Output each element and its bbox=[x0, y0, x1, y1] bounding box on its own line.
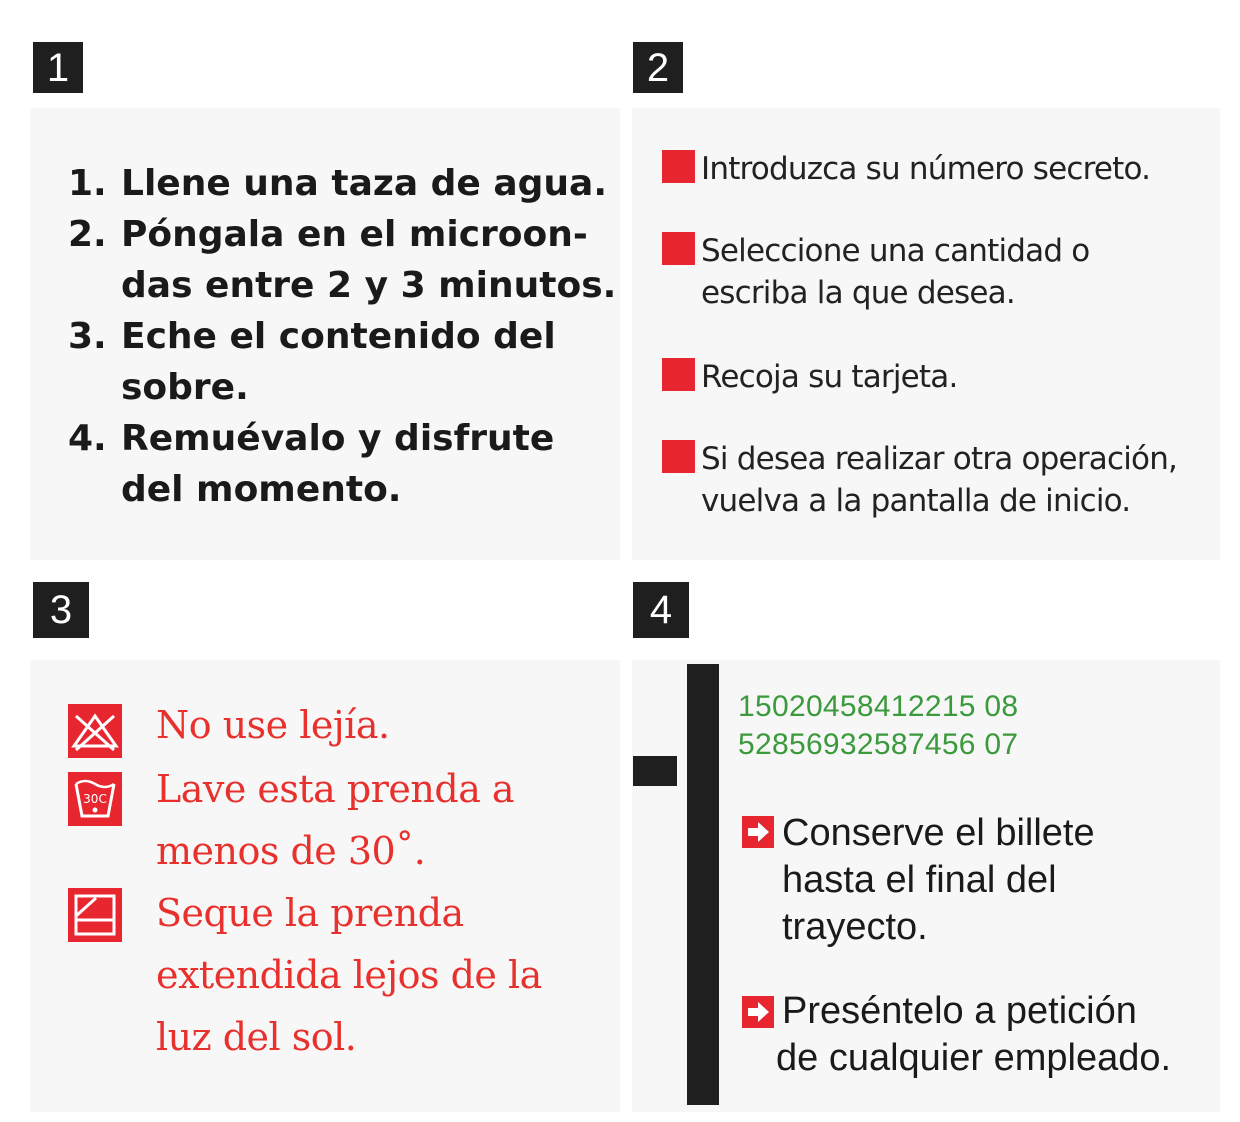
atm-instruction-item bbox=[662, 148, 1150, 190]
red-square-bullet-icon bbox=[662, 232, 695, 265]
step-item bbox=[68, 158, 616, 209]
ticket-code-line: 15020458412215 08 bbox=[738, 690, 1019, 723]
atm-instruction-item bbox=[662, 230, 1089, 314]
step-text-line: del momento. bbox=[121, 469, 402, 510]
atm-instruction-text bbox=[701, 148, 1150, 190]
care-instruction-line: luz del sol. bbox=[156, 1015, 357, 1059]
atm-instruction-line: Introduzca su número secreto. bbox=[701, 151, 1151, 187]
care-instruction-line: Lave esta prenda a bbox=[156, 767, 515, 811]
ticket-instruction-line: hasta el final del bbox=[782, 859, 1057, 901]
step-item bbox=[68, 311, 616, 413]
atm-instruction-line: Seleccione una cantidad o bbox=[701, 233, 1090, 269]
ticket-instruction-line: Conserve el billete bbox=[782, 812, 1095, 854]
atm-instruction-line: vuelva a la pantalla de inicio. bbox=[701, 483, 1131, 519]
ticket-vertical-bar bbox=[687, 664, 719, 1105]
step-text bbox=[121, 413, 554, 515]
ticket-instruction-line: de cualquier empleado. bbox=[776, 1037, 1172, 1079]
red-square-bullet-icon bbox=[662, 358, 695, 391]
arrow-right-icon bbox=[742, 816, 774, 848]
atm-instruction-text bbox=[701, 230, 1089, 314]
step-text bbox=[121, 209, 616, 311]
step-number: 4. bbox=[68, 418, 107, 459]
step-item bbox=[68, 209, 616, 311]
care-instruction-line: Seque la prenda bbox=[156, 891, 464, 935]
atm-instruction-item bbox=[662, 438, 1177, 522]
atm-instruction-item bbox=[662, 356, 958, 398]
panel-3-number-badge: 3 bbox=[33, 582, 89, 638]
step-number: 3. bbox=[68, 316, 107, 357]
atm-instruction-text bbox=[701, 438, 1177, 522]
red-square-bullet-icon bbox=[662, 150, 695, 183]
panel-4-number-badge: 4 bbox=[633, 582, 689, 638]
panel-2-number-badge: 2 bbox=[633, 42, 683, 93]
ticket-instruction-line: trayecto. bbox=[782, 906, 928, 948]
wash-30-icon bbox=[68, 772, 122, 826]
care-instruction-line: No use lejía. bbox=[156, 703, 390, 747]
step-number: 1. bbox=[68, 163, 107, 204]
step-text-line: Eche el contenido del bbox=[121, 316, 556, 357]
step-text bbox=[121, 158, 607, 209]
care-instruction-line: menos de 30˚. bbox=[156, 829, 426, 873]
step-text-line: sobre. bbox=[121, 367, 249, 408]
panel-1-steps-list bbox=[68, 158, 616, 515]
red-square-bullet-icon bbox=[662, 440, 695, 473]
step-text-line: das entre 2 y 3 minutos. bbox=[121, 265, 617, 306]
ticket-code-line: 52856932587456 07 bbox=[738, 728, 1019, 761]
ticket-short-bar bbox=[633, 756, 677, 786]
arrow-right-icon bbox=[742, 996, 774, 1028]
step-text bbox=[121, 311, 556, 413]
step-text-line: Póngala en el microon- bbox=[121, 214, 588, 255]
step-text-line: Remuévalo y disfrute bbox=[121, 418, 555, 459]
wash-temperature-label: 30C bbox=[83, 792, 107, 806]
step-number: 2. bbox=[68, 214, 107, 255]
atm-instruction-text bbox=[701, 356, 958, 398]
no-bleach-icon bbox=[68, 704, 122, 758]
step-text-line: Llene una taza de agua. bbox=[121, 163, 608, 204]
step-item bbox=[68, 413, 616, 515]
care-instruction-line: extendida lejos de la bbox=[156, 953, 542, 997]
dry-flat-icon bbox=[68, 888, 122, 942]
atm-instruction-line: Recoja su tarjeta. bbox=[701, 359, 958, 395]
ticket-instruction-line: Preséntelo a petición bbox=[782, 990, 1137, 1032]
atm-instruction-line: Si desea realizar otra operación, bbox=[701, 441, 1178, 477]
panel-1-number-badge: 1 bbox=[33, 42, 83, 93]
atm-instruction-line: escriba la que desea. bbox=[701, 275, 1015, 311]
